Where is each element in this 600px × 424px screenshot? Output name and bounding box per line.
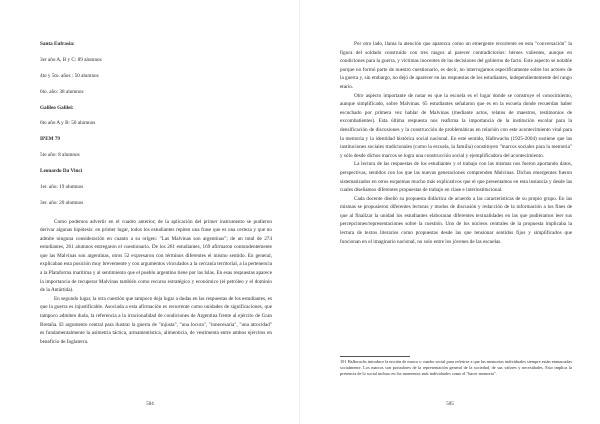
list-item: 6to año A y B: 50 alumnos — [40, 120, 96, 127]
right-column — [340, 40, 572, 246]
list-item: 6to. año: 38 alumnos — [40, 88, 84, 95]
list-item: 1er. año: 19 alumnos — [40, 184, 84, 191]
body-paragraph: En segundo lugar, la otra cuestión que tampoco deja lugar a dudas en las respuestas de los estudiantes, es que la guerra es injustificable. Asociada a esta afirmación es recurrente como unidades de significaciones, que tampoco admiten duda, la referencia a la irracionalidad de condiciones de Argentina frente al ejército de Gran Bretaña. El argumento central para ilustrar la guerra de "injusta", "una locura", "innecesaria", "una atrocidad" es fundamentalmente la asimetría táctica, armamentística, alimenticia, de vestimenta entre ambos ejércitos en beneficio de Inglaterra. — [40, 295, 272, 345]
list-item: 3er año A, B y C: 89 alumnos — [40, 56, 102, 63]
page-number: 505 — [446, 402, 454, 407]
list-item: 4to y 5to. años : 50 alumnos — [40, 72, 99, 79]
page-number: 504 — [146, 402, 154, 407]
body-paragraph: La lectura de las respuestas de los estudiantes y el trabajo con las mismas nos fueron aportando datos, perspectivas, sentidos con los que las nuevas generaciones comprenden Malvinas. Dichos emergentes fueron sistematizados en otros esquemas mucho más explicativos que el que presentamos en esta instancia y desde las cuales diseñamos diferentes propuestas de trabajo en clase e interinstitucional. — [340, 161, 572, 194]
list-item: Leonardo Da Vinci — [40, 168, 83, 175]
list-item: Galileo Galilei: — [40, 104, 74, 111]
body-paragraph: Por otro lado, llama la atención que aparezca como un emergente recurrente en esta "conversación" la figura del soldado construido con tres rasgos al parecer contradictorios: héroes valientes, aunque en condiciones para la guerra, y víctimas inocentes de las decisiones del gobierno de facto. Este aspecto se notable porque no formó parte de nuestro cuestionario, es decir, no interrogamos específicamente sobre los actores de la guerra y, sin embargo, no dejó de aparecer en las respuestas de los estudiantes, independientemente del rango etario. — [340, 41, 572, 90]
list-item: IPEM 79 — [40, 136, 61, 143]
list-item: Santa Eufrasia: — [40, 41, 75, 47]
body-paragraph: Otro aspecto importante de notar es que la escuela es el lugar donde se construye el conocimiento, aunque simplificado, sobre Malvinas. 65 estudiantes señalaron que es en la escuela donde recuerdan haber escuchado por primera vez hablar de Malvinas (mediante actos, relatos de maestros, testimonios de excombatientes). Esta última respuesta nos reafirma la importancia de la institución escolar para la densificación de discusiones y la construcción de problemáticas en relación con este acontecimiento vital para la memoria y la identidad histórica social nacional. En este sentido, Halbwachs (1925-2004) sostiene que las instituciones sociales tradicionales (como la escuela, la familia) constituyen "marcos sociales para la memoria" y sólo desde dichos marcos se logra una construcción social y ejemplificadora del acontecimiento. — [340, 92, 572, 159]
list-item: 3er. año: 20 alumnos — [40, 199, 84, 206]
footnote: 101 Halbwachs introduce la noción de marco o cuadro social para referirse a que las memorias individuales siempre están enmarcadas socialmente. Los marcos son portadores de la representación general de la sociedad, de sus valores y necesidades. Esto implica la presencia de lo social incluso en los momentos más individuales como el "hacer memoria". — [340, 359, 572, 376]
body-paragraph: Como podemos advertir en el cuadro anterior, de la aplicación del primer instrumento se pudieron derivar algunas hipótesis: en primer lugar, todos los estudiantes repiten una frase que es una certeza y que no admite ninguna consideración en cuanto a su origen: "Las Malvinas son argentinas"; de un total de 274 estudiantes, 261 alumnos entregaron el cuestionario. De los 261 estudiantes, 169 afirmaron contundentemente que las Malvinas son argentinas, otros 52 expresaron con términos diferentes el mismo sentido. En general, explicaban esta posición muy brevemente y con argumentos vinculados a la cercanía territorial, a la pertenencia a la Plataforma marítima y al sentimiento que el pueblo argentino tiene por las Islas. En esas respuestas aparece la importancia de recuperar Malvinas también como recurso estratégico y económico (el petróleo y el dominio de la Antártida). — [40, 218, 272, 294]
footnote-rule — [340, 356, 410, 357]
right-page — [300, 0, 600, 424]
left-column — [40, 40, 272, 346]
list-item: 5to año: 8 alumnos — [40, 152, 80, 159]
body-paragraph: Cada docente diseñó su propuesta didáctica de acuerdo a las características de su propio grupo. En las mismas se propusieron diferentes lecturas y modos de discusión y redacción de la información a los fines de que al finalizar la unidad los estudiantes elaboraran diferentes textualidades en las que pudiéramos leer sus percepciones/representaciones sobre la cuestión. Uno de los núcleos centrales de la propuesta implicaba la lectura de textos literarios como propuestas desde las que tensionar sentidos fijos y simplificados que funcionan en el imaginario nacional, no solo entre los jóvenes de las escuelas. — [340, 195, 572, 245]
